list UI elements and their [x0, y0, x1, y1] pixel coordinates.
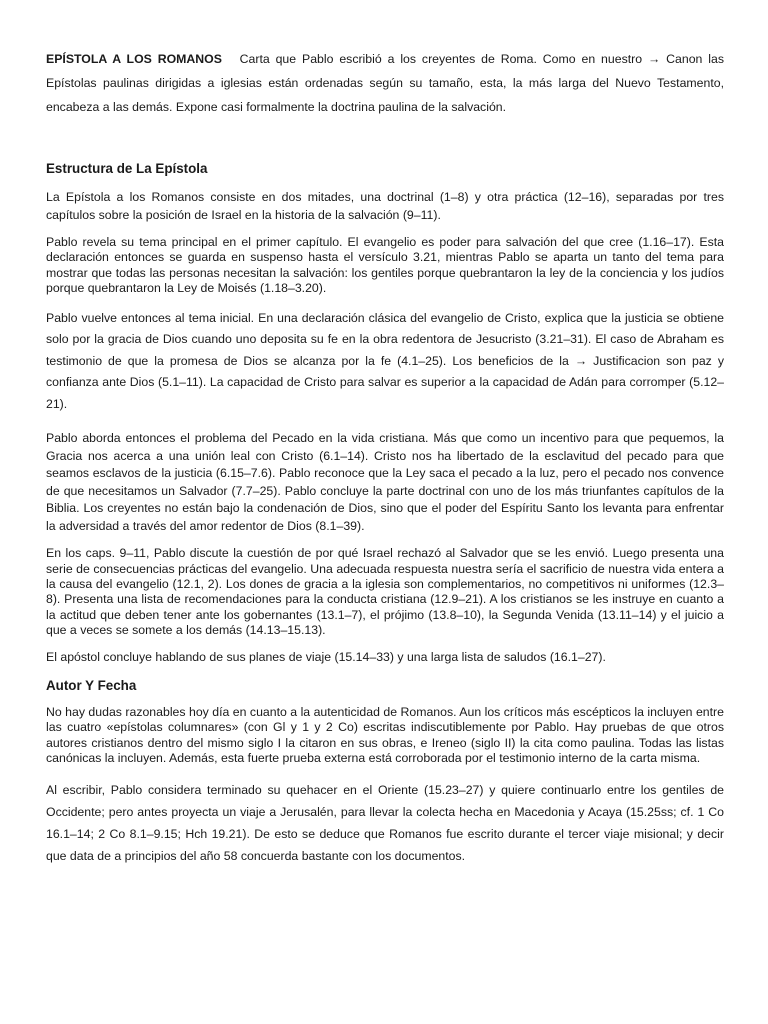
intro-text: Carta que Pablo escribió a los creyentes de Roma. Como en nuestro → Canon las Epístolas paulinas dirigidas a iglesias están ordenadas según su tamaño, esta, la más larga del Nuevo Testamento, encabeza a las demás. Expone casi formalmente la doctrina paulina de la salvación. — [46, 52, 724, 114]
document-page — [46, 47, 724, 867]
section-heading-estructura: Estructura de La Epístola — [46, 161, 208, 176]
paragraph-estructura-6: El apóstol concluye hablando de sus planes de viaje (15.14–33) y una larga lista de saludos (16.1–27). — [46, 649, 606, 664]
document-title: EPÍSTOLA A LOS ROMANOS — [46, 52, 222, 66]
section-heading-autor: Autor Y Fecha — [46, 677, 137, 693]
paragraph-estructura-3: Pablo vuelve entonces al tema inicial. En una declaración clásica del evangelio de Cristo, explica que la justicia se obtiene solo por la gracia de Dios cuando uno deposita su fe en la obra redentora de Jesucristo (3.21–31). El caso de Abraham es testimonio de que la promesa de Dios se alcanza por la fe (4.1–25). Los beneficios de la → Justificacion son paz y confianza ante Dios (5.1–11). La capacidad de Cristo para salvar es superior a la capacidad de Adán para corromper (5.12–21). — [46, 310, 724, 411]
paragraph-estructura-4: Pablo aborda entonces el problema del Pecado en la vida cristiana. Más que como un incentivo para que pequemos, la Gracia nos acerca a una unión leal con Cristo (6.1–14). Cristo nos ha libertado de la esclavitud del pecado para que seamos esclavos de la justicia (6.15–7.6). Pablo reconoce que la Ley saca el pecado a la luz, pero el pecado nos convence de que necesitamos un Salvador (7.7–25). Pablo concluye la parte doctrinal con uno de los más triunfantes capítulos de la Biblia. Los creyentes no están bajo la condenación de Dios, sino que el poder del Espíritu Santo los levanta para enfrentar la adversidad a través del amor redentor de Dios (8.1–39). — [46, 431, 724, 533]
paragraph-autor-1: No hay dudas razonables hoy día en cuanto a la autenticidad de Romanos. Aun los críticos más escépticos la incluyen entre las cuatro «epístolas columnares» (con Gl y 1 y 2 Co) escritas indiscutiblemente por Pablo. Hay pruebas de que otros autores cristianos dentro del mismo siglo I la citaron en sus obras, e Ireneo (siglo II) la cita como paulina. Todas las listas canónicas la incluyen. Además, esta fuerte prueba externa está corroborada por el testimonio interno de la carta misma. — [46, 704, 724, 766]
intro-paragraph — [46, 47, 724, 119]
paragraph-autor-2: Al escribir, Pablo considera terminado su quehacer en el Oriente (15.23–27) y quiere continuarlo entre los gentiles de Occidente; pero antes proyecta un viaje a Jerusalén, para llevar la colecta hecha en Macedonia y Acaya (15.25ss; cf. 1 Co 16.1–14; 2 Co 8.1–9.15; Hch 19.21). De esto se deduce que Romanos fue escrito durante el tercer viaje misional; y decir que data de a principios del año 58 concuerda bastante con los documentos. — [46, 782, 724, 863]
paragraph-estructura-5: En los caps. 9–11, Pablo discute la cuestión de por qué Israel rechazó al Salvador que se les envió. Luego presenta una serie de consecuencias prácticas del evangelio. Una adecuada respuesta nuestra sería el sacrificio de nuestra vida entera a la causa del evangelio (12.1, 2). Los dones de gracia a la iglesia son complementarios, no competitivos ni uniformes (12.3–8). Presenta una lista de recomendaciones para la conducta cristiana (12.9–21). A los cristianos se les instruye en cuanto a la actitud que deben tener ante los gobernantes (13.1–7), el prójimo (13.8–10), la Segunda Venida (13.11–14) y el juicio a que a veces se somete a los demás (14.13–15.13). — [46, 546, 724, 638]
paragraph-estructura-1: La Epístola a los Romanos consiste en dos mitades, una doctrinal (1–8) y otra práctica (12–16), separadas por tres capítulos sobre la posición de Israel en la historia de la salvación (9–11). — [46, 190, 724, 222]
paragraph-estructura-2: Pablo revela su tema principal en el primer capítulo. El evangelio es poder para salvación del que cree (1.16–17). Esta declaración entonces se guarda en suspenso hasta el versículo 3.21, mientras Pablo se aparta un tanto del tema para mostrar que todas las personas necesitan la salvación: los gentiles porque quebrantaron la ley de la conciencia y los judíos porque quebrantaron la Ley de Moisés (1.18–3.20). — [46, 235, 724, 296]
